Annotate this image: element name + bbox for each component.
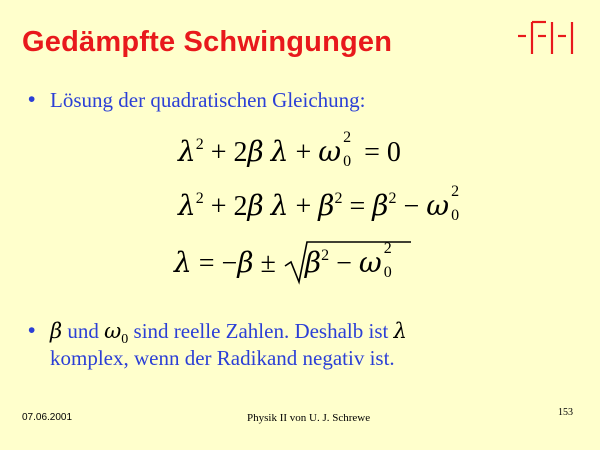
equation-2: $\lambda^2 + 2\beta$ $\lambda + \beta^2 = \beta^2 - \omega$ 2 0 [178, 183, 460, 224]
footer-course: Physik II von U. J. Schrewe [247, 412, 371, 424]
bullet-dot: • [28, 319, 36, 342]
slide-title: Gedämpfte Schwingungen [22, 26, 393, 58]
bullet-sind: sind reelle Zahlen. Deshalb ist [133, 319, 389, 343]
equation-3: λ = −β ± $\beta^2 - \omega$ 2 0 [174, 246, 398, 280]
bullet-und: und [67, 319, 99, 343]
bullet-line-1: β und $\omega_0$ sind reelle Zahlen. Deshalb ist λ [50, 319, 407, 348]
footer-date: 07.06.2001 [22, 412, 73, 423]
bullet-line-2: komplex, wenn der Radikand negativ ist. [50, 346, 395, 370]
bullet-text: Lösung der quadratischen Gleichung: [50, 88, 366, 112]
fh-logo-icon [516, 18, 582, 58]
equation-1: $\lambda^2 + 2\beta$ λ + ω 2 0 = 0 [178, 129, 401, 170]
footer-page-number: 153 [558, 407, 573, 418]
bullet-dot: • [28, 88, 36, 111]
